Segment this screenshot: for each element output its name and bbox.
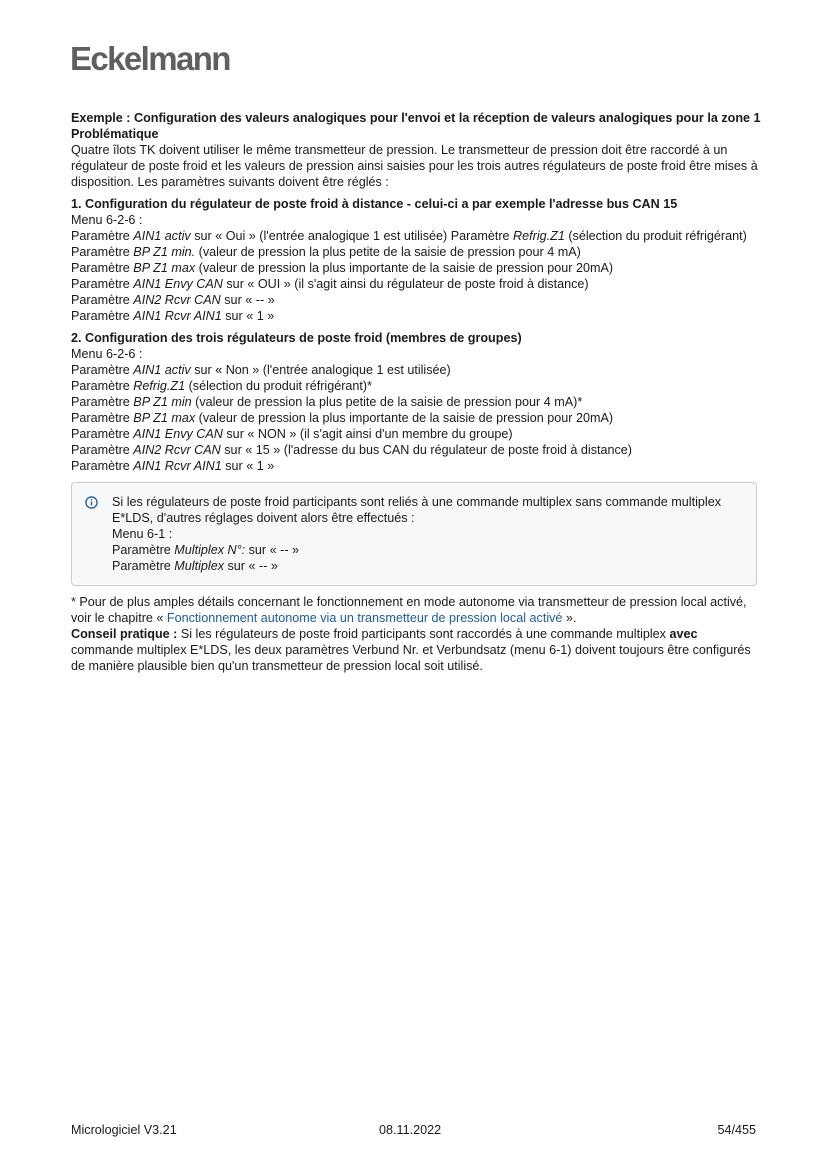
info-circle-icon: [85, 496, 98, 509]
section1-line-5: Paramètre AIN2 Rcvr CAN sur « -- »: [71, 293, 275, 307]
section1-line-3: Paramètre BP Z1 max (valeur de pression la plus importante de la saisie de pression pour 20mA): [71, 261, 614, 275]
footer-firmware: Micrologiciel V3.21: [71, 1123, 177, 1137]
section2-title: 2. Configuration des trois régulateurs de poste froid (membres de groupes): [71, 331, 522, 345]
section1-line-6: Paramètre AIN1 Rcvr AIN1 sur « 1 »: [71, 309, 275, 323]
note-line-2: Paramètre Multiplex sur « -- »: [112, 559, 278, 573]
footer-date: 08.11.2022: [379, 1123, 442, 1137]
footer-page-number: 54/455: [717, 1123, 756, 1137]
section2-line-1: Paramètre AIN1 activ sur « Non » (l'entrée analogique 1 est utilisée): [71, 363, 451, 377]
practical-tip: Conseil pratique : Si les régulateurs de poste froid participants sont raccordés à une commande multiplex avec commande multiplex E*LDS, les deux paramètres Verbund Nr. et Verbundsatz (menu 6-1) doivent toujours être configurés de manière plausible bien qu'un transmetteur de pression local soit utilisé.: [71, 627, 751, 673]
footnote: * Pour de plus amples détails concernant le fonctionnement en mode autonome via transmetteur de pression local activé, voir le chapitre « Fonctionnement autonome via un transmetteur de pression local activé ».: [71, 595, 747, 625]
example-title: Exemple : Configuration des valeurs analogiques pour l'envoi et la réception de valeurs analogiques pour la zone 1: [71, 111, 761, 125]
note-line-1: Paramètre Multiplex N°: sur « -- »: [112, 543, 300, 557]
section1-title: 1. Configuration du régulateur de poste froid à distance - celui-ci a par exemple l'adresse bus CAN 15: [71, 197, 678, 211]
section2-line-5: Paramètre AIN1 Envy CAN sur « NON » (il s'agit ainsi d'un membre du groupe): [71, 427, 513, 441]
note-menu: Menu 6-1 :: [112, 527, 173, 541]
chapter-link[interactable]: Fonctionnement autonome via un transmetteur de pression local activé: [166, 611, 563, 625]
document-body: [71, 110, 761, 674]
section2-line-2: Paramètre Refrig.Z1 (sélection du produit réfrigérant)*: [71, 379, 372, 393]
section1-line-2: Paramètre BP Z1 min. (valeur de pression la plus petite de la saisie de pression pour 4 mA): [71, 245, 581, 259]
note-text: Si les régulateurs de poste froid participants sont reliés à une commande multiplex sans commande multiplex E*LDS, d'autres réglages doivent alors être effectués :: [112, 495, 722, 525]
section2-menu: Menu 6-2-6 :: [71, 347, 143, 361]
problem-label: Problématique: [71, 127, 159, 141]
section1-line-4: Paramètre AIN1 Envy CAN sur « OUI » (il s'agit ainsi du régulateur de poste froid à distance): [71, 277, 589, 291]
section2-line-4: Paramètre BP Z1 max (valeur de pression la plus importante de la saisie de pression pour 20mA): [71, 411, 614, 425]
info-note-box: [71, 482, 757, 586]
section1-line-1: Paramètre AIN1 activ sur « Oui » (l'entrée analogique 1 est utilisée) Paramètre Refrig.Z1 (sélection du produit réfrigérant): [71, 229, 747, 243]
section1-menu: Menu 6-2-6 :: [71, 213, 143, 227]
problem-text: Quatre îlots TK doivent utiliser le même transmetteur de pression. Le transmetteur de pression doit être raccordé à un régulateur de poste froid et les valeurs de pression ainsi saisies pour les trois autres régulateurs de poste froid être mises à disposition. Les paramètres suivants doivent être réglés :: [71, 143, 758, 189]
section2-line-7: Paramètre AIN1 Rcvr AIN1 sur « 1 »: [71, 459, 275, 473]
company-logo: Eckelmann: [70, 40, 230, 77]
section2-line-6: Paramètre AIN2 Rcvr CAN sur « 15 » (l'adresse du bus CAN du régulateur de poste froid à distance): [71, 443, 632, 457]
section2-line-3: Paramètre BP Z1 min (valeur de pression la plus petite de la saisie de pression pour 4 mA)*: [71, 395, 583, 409]
